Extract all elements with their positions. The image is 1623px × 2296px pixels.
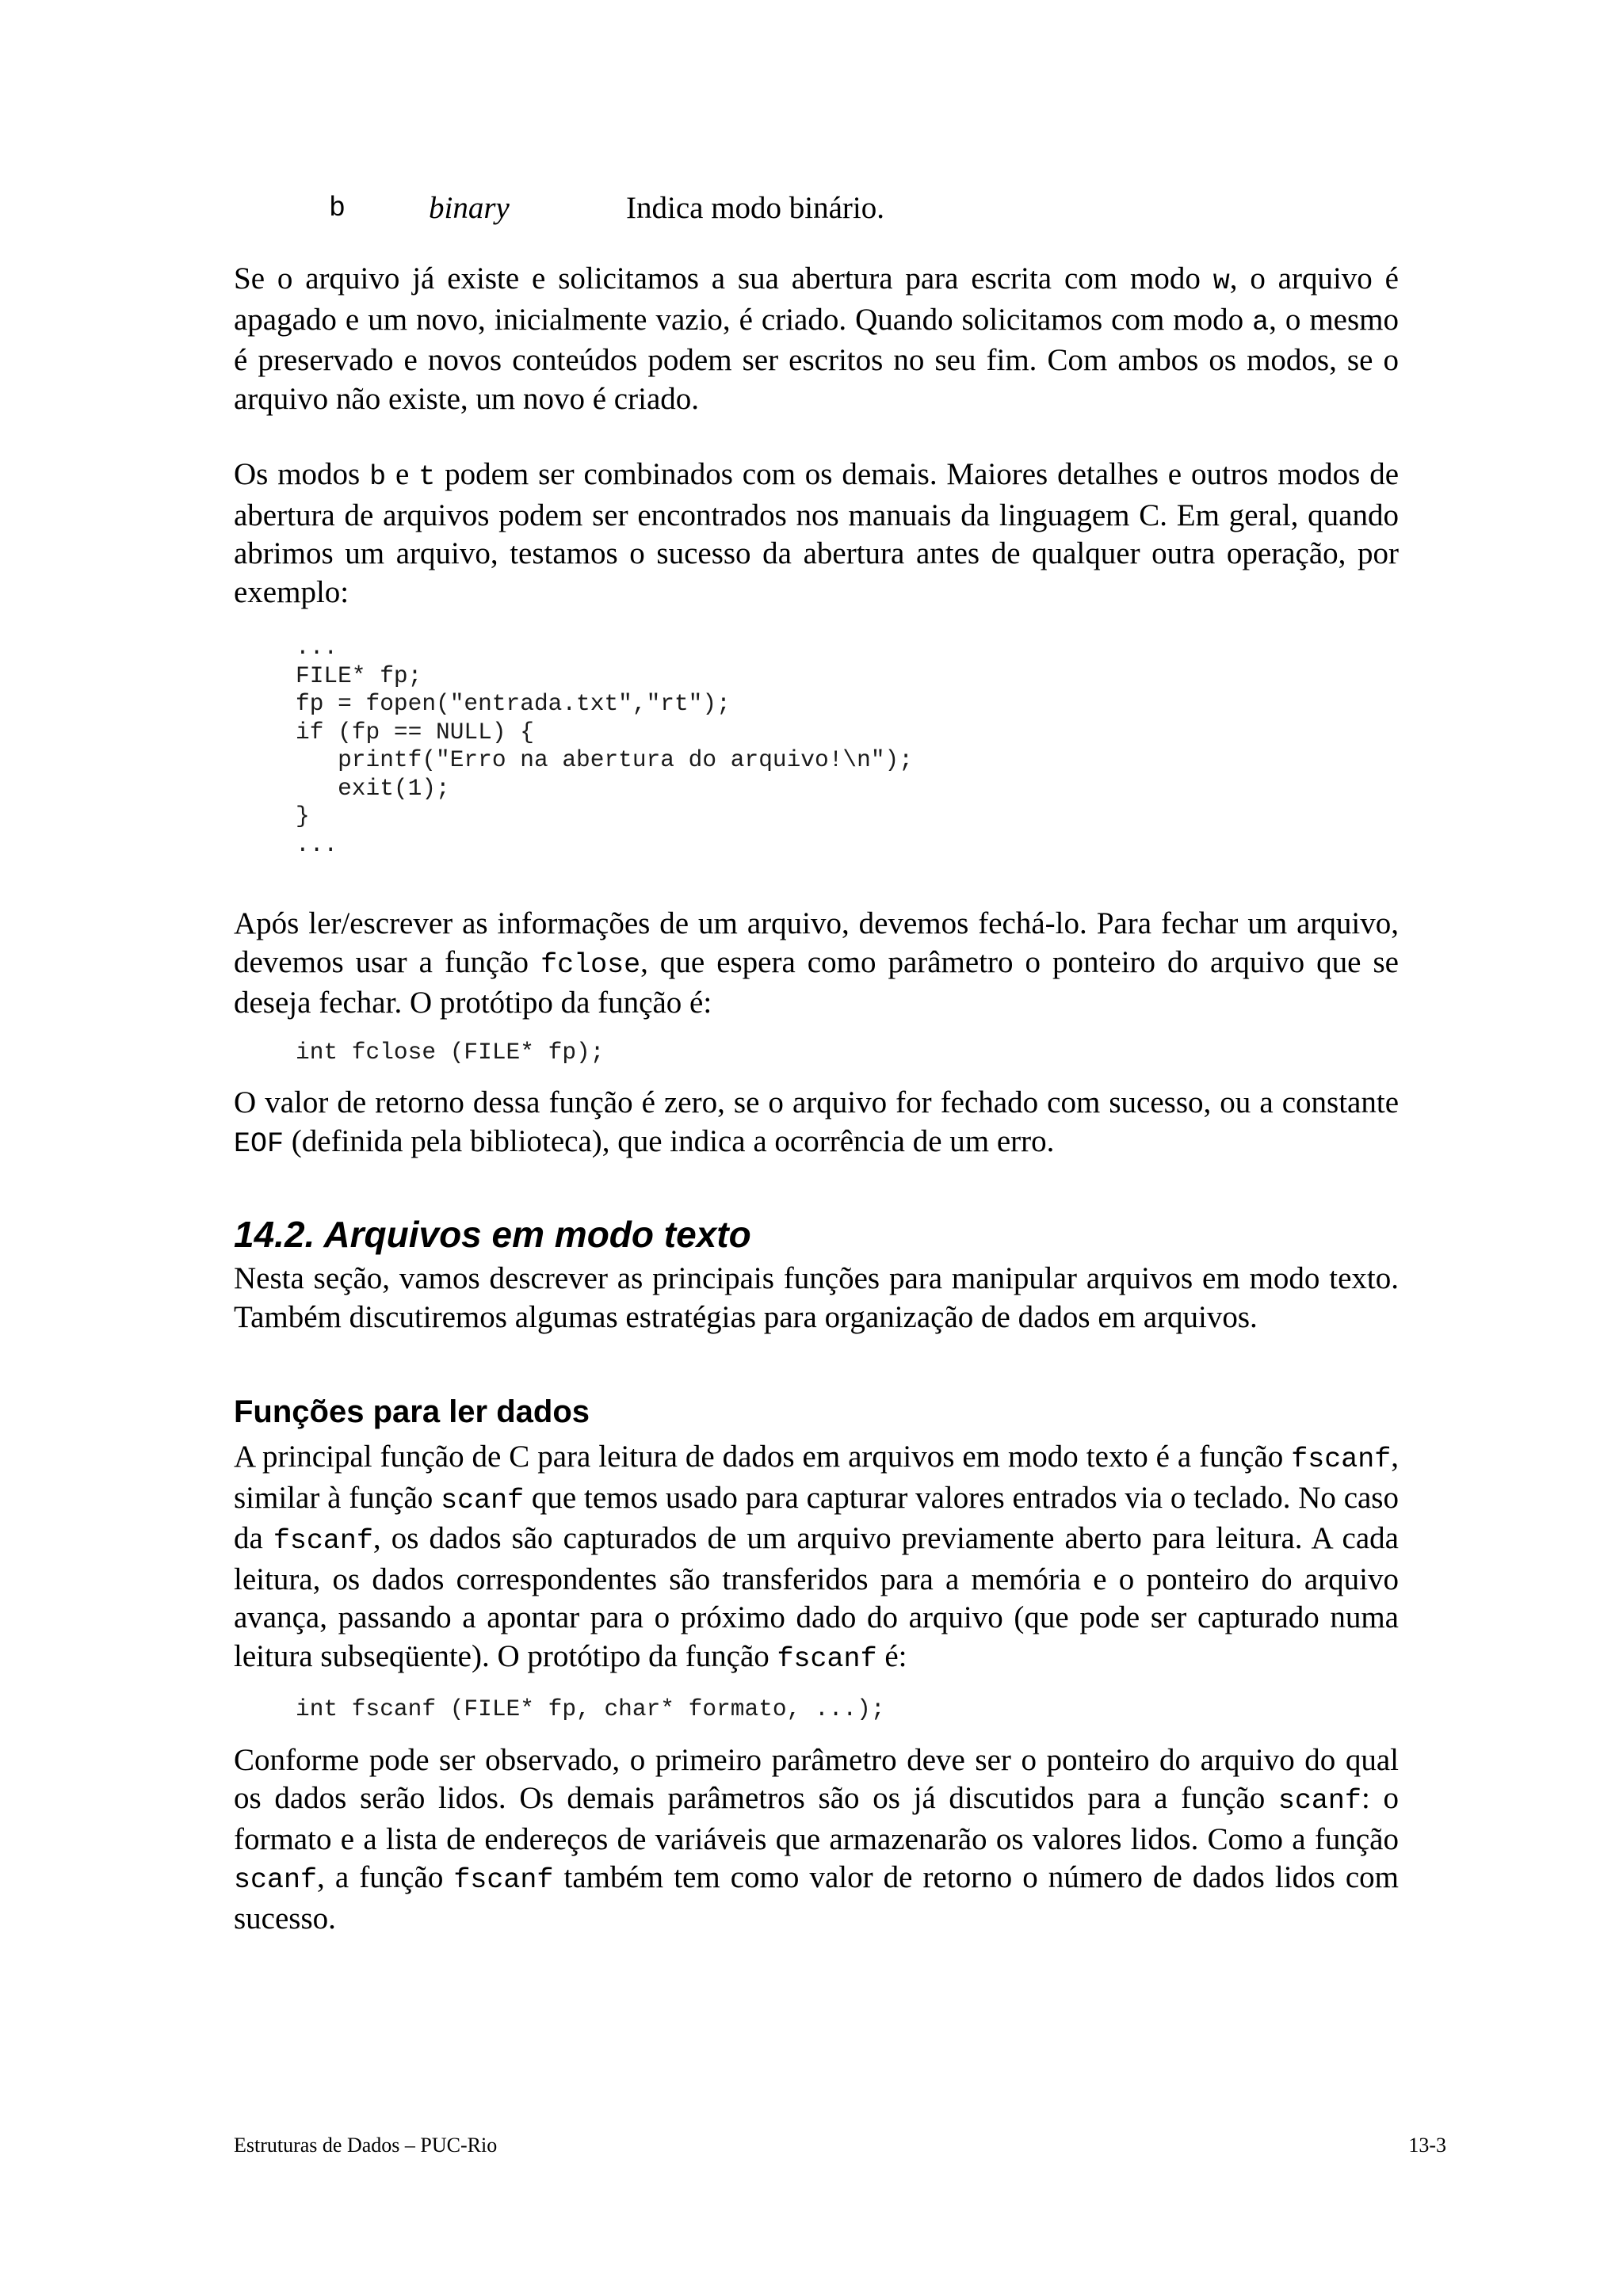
code-block-fscanf-prototype <box>234 1695 1399 1724</box>
inline-code: a <box>1252 306 1270 338</box>
paragraph-fclose-return: O valor de retorno dessa função é zero, se o arquivo for fechado com sucesso, ou a constante EOF (definida pela biblioteca), que indica a ocorrência de um erro. <box>234 1085 1399 1160</box>
paragraph-fscanf-params: Conforme pode ser observado, o primeiro parâmetro deve ser o ponteiro do arquivo do qual os dados serão lidos. Os demais parâmetros são os já discutidos para a função scanf: o formato e a lista de endereços de variáveis que armazenarão os valores lidos. Como a função scanf, a função fscanf também tem como valor de retorno o número de dados lidos com sucesso. <box>234 1742 1399 1936</box>
inline-code: scanf <box>441 1484 525 1516</box>
footer-book-title: Estruturas de Dados – PUC-Rio <box>234 2134 498 2157</box>
code-block-fclose-prototype <box>234 1039 1399 1067</box>
section-title: 14.2. Arquivos em modo texto <box>234 1214 751 1255</box>
mode-table-row <box>234 189 1399 228</box>
inline-code: w <box>1212 265 1230 297</box>
code-line: ... <box>296 830 338 858</box>
paragraph-modes-b-t: Os modos b e t podem ser combinados com os demais. Maiores detalhes e outros modos de abertura de arquivos podem ser encontrados nos manuais da linguagem C. Em geral, quando abrimos um arquivo, testamos o sucesso da abertura antes de qualquer outra operação, por exemplo: <box>234 457 1400 609</box>
code-line: printf("Erro na abertura do arquivo!\n"); <box>296 746 913 773</box>
code-line: } <box>296 803 310 830</box>
inline-code: scanf <box>1277 1785 1361 1817</box>
inline-code: EOF <box>234 1127 285 1160</box>
paragraph-fscanf: A principal função de C para leitura de dados em arquivos em modo texto é a função fscanf, similar à função scanf que temos usado para capturar valores entrados via o teclado. No caso da fscanf, os dados são capturados de um arquivo previamente aberto para leitura. A cada leitura, os dados correspondentes são transferidos para a memória e o ponteiro do arquivo avança, passando a apontar para o próximo dado do arquivo (que pode ser capturado numa leitura subseqüente). O protótipo da função fscanf é: <box>234 1440 1399 1675</box>
inline-code: fscanf <box>453 1864 554 1896</box>
mode-name: binary <box>429 191 510 225</box>
inline-code: fscanf <box>777 1642 877 1675</box>
code-line: int fclose (FILE* fp); <box>296 1038 605 1066</box>
code-line: exit(1); <box>296 774 450 802</box>
mode-description: Indica modo binário. <box>626 191 884 225</box>
page-content <box>234 189 1399 1938</box>
paragraph-fclose: Após ler/escrever as informações de um arquivo, devemos fechá-lo. Para fechar um arquivo, devemos usar a função fclose, que espera como parâmetro o ponteiro do arquivo que se deseja fechar. O protótipo da função é: <box>234 906 1399 1020</box>
inline-code: fscanf <box>1291 1444 1392 1475</box>
code-block-fopen <box>234 634 1399 859</box>
paragraph-section-intro: Nesta seção, vamos descrever as principais funções para manipular arquivos em modo texto. Também discutiremos algumas estratégias para organização de dados em arquivos. <box>234 1261 1399 1334</box>
subsection-title: Funções para ler dados <box>234 1394 590 1429</box>
inline-code: fclose <box>540 948 641 981</box>
inline-code: t <box>418 461 436 493</box>
code-line: ... <box>296 634 338 661</box>
page-number: 13-3 <box>1408 2134 1446 2157</box>
inline-code: scanf <box>234 1864 318 1896</box>
inline-code: b <box>369 461 387 493</box>
code-line: int fscanf (FILE* fp, char* formato, ...); <box>296 1695 885 1722</box>
mode-code: b <box>329 193 346 224</box>
code-line: if (fp == NULL) { <box>296 718 534 746</box>
code-line: FILE* fp; <box>296 662 422 689</box>
inline-code: fscanf <box>273 1525 373 1557</box>
paragraph-mode-w-a: Se o arquivo já existe e solicitamos a sua abertura para escrita com modo w, o arquivo é apagado e um novo, inicialmente vazio, é criado. Quando solicitamos com modo a, o mesmo é preservado e novos conteúdos podem ser escritos no seu fim. Com ambos os modos, se o arquivo não existe, um novo é criado. <box>234 261 1399 416</box>
code-line: fp = fopen("entrada.txt","rt"); <box>296 690 731 717</box>
